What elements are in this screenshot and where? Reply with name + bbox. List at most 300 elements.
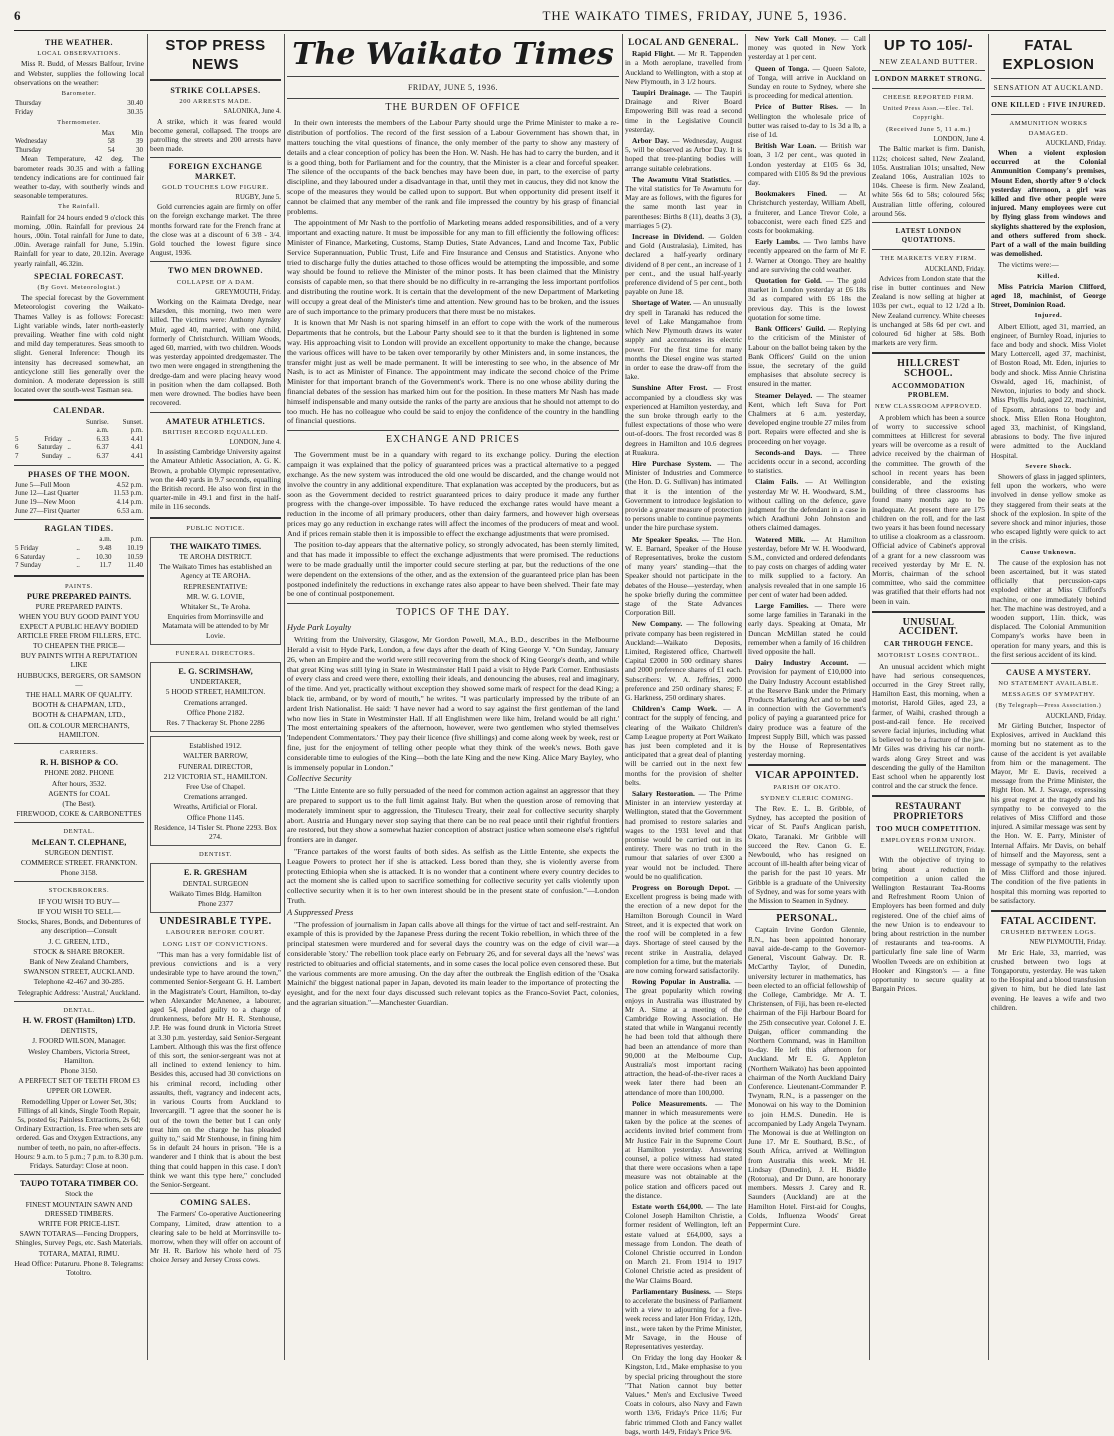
editorial-burden-of-office [287, 118, 619, 426]
brief-lead: Seconds-and Days. [755, 447, 823, 457]
moon-phase-cell: June 12—Last Quarter [15, 489, 79, 498]
butter-sub3: CHEESE REPORTED FIRM. [882, 94, 975, 102]
paints-line: BOOTH & CHAPMAN, LTD., [32, 700, 126, 710]
tides-header-cell: a.m. [99, 535, 112, 544]
stockbrokers-line: Stocks, Shares, Bonds, and Debentures of any description—Consult [17, 917, 141, 936]
funeral-barrow-line: FUNERAL DIRECTOR, [178, 761, 253, 771]
mystery-text: Mr Girling Butcher, Inspector of Explosives, arrived in Auckland this morning but no statement as to the cause of the accident is yet available from him or the management. The Mayor, Mr E. Davis, received a message from the Prime Minister, the Right Hon. M. J. Savage, expressing his great regret at the tragedy and his sympathy to be conveyed to the relatives of Miss Clifford and those injured. A similar message was sent by the Hon. W. E. Parry, Minister of Internal Affairs. Mr Davis, on behalf of himself and the Mayoress, sent a message of sympathy to the relatives of Miss Clifford and those injured. The condition of the five patients in hospital this morning was reported to be satisfactory. [991, 721, 1106, 905]
thermometer-cell: Wednesday [15, 137, 48, 146]
news-brief: Large Families. — There were some large families in Taranaki in the early days. Speaking at Omata, Mr Duncan McMillan stated he could remember when a family of 16 children lived opposite the hall. [748, 600, 866, 656]
funeral-scrimshaw-line: UNDERTAKER, [190, 677, 241, 687]
news-brief: Rapid Flight. — Mr R. Tappenden in a Moth aeroplane, travelled from Auckland to Wellington, with a stop at New Plymouth, in 3 1/2 hours. [625, 49, 743, 86]
coming-sales-text: The Farmers' Co-operative Auctioneering Company, Limited, draw attention to a clearing sale to be held at Morrinsville to-morrow, when they will offer on account of Mr H. R. Barlow his whole herd of 75 choice Jersey and Jersey Cross cows. [150, 1209, 281, 1265]
dental-line: SURGEON DENTIST. [44, 847, 114, 857]
forecast-heading: SPECIAL FORECAST. [34, 271, 124, 281]
tides-header-cell [71, 535, 81, 544]
rainfall-text: Rainfall for 24 hours ended 9 o'clock this morning, .00in. Rainfall for previous 24 hours, .00in. Total rainfall for June to date, .00in. Average rainfall for June, 5.19in. Rainfall for year to date, 20.12in. Average yearly rainfall, 46.32in. [14, 212, 144, 268]
news-brief [625, 1353, 742, 1436]
editorial-heading-exchange: EXCHANGE AND PRICES [385, 434, 520, 446]
brief-lead: Queen of Tonga. [755, 63, 810, 73]
stop-press-subhead: COLLAPSE OF A DAM. [176, 278, 255, 286]
restaurant-sub: TOO MUCH COMPETITION. [876, 824, 981, 833]
dental-advert [14, 838, 144, 878]
editorial-paragraph: In their own interests the members of the Labour Party should urge the Prime Minister to make a re-distribution of portfolios. The record of the first session of a Labour Government has shown that, in matters touching the vital questions of finance, the only member of the party to show any mastery of details and a clear conception of policy has been the Hon. W. Nash. He has had to carry the burden, and it is a good thing, both for Parliament and for the country, that the Minister is a clear and forceful speaker. The silence of the occupants of the back benches may have been due, in part, to the exercise of party discipline, and they laboured under a disadvantage in that, until they met in caucus, they did not know the scope of the measures they would be called upon to support. But when opportunity did present itself it cannot be claimed that any member of the rank and file impressed the country by his grasp of financial problems. [287, 118, 619, 216]
page-number: 6 [14, 8, 21, 23]
public-notice-advert [150, 537, 281, 645]
calendar-cell: 4.41 [130, 443, 143, 452]
latest-dateline: AUCKLAND, Friday. [924, 265, 985, 273]
funeral-barrow-line: Free Use of Chapel. [185, 782, 246, 791]
dental2-heading: DENTAL. [63, 1006, 95, 1014]
undesirable-type-heading: UNDESIRABLE TYPE. [159, 916, 272, 928]
school-text: A problem which has been a source of worry to successive school committees at Hillcrest for several years will be overcome as a result of advice received by the chairman of the committee. The growth of the school in recent years has been considerable, and the existing building of three classrooms has found many months ago to be inadequate. At present there are 175 children on the roll, and for the last two years it has been found necessary to utilise a cloakroom as a classroom. Official advice of Cabinet's approval of a grant for a new classroom was received yesterday by Mr E. N. Morris, chairman of the school committee, who said the committee was gratified that their efforts had not been in vain. [872, 412, 985, 606]
brief-lead: Large Families. [755, 600, 809, 610]
undesirable-sub: LABOURER BEFORE COURT. [165, 929, 266, 937]
stockbrokers-line: Bank of New Zealand Chambers, [29, 956, 129, 966]
column-rule [622, 34, 623, 1360]
column-rule [284, 34, 285, 1360]
brief-text: Three accidents occur in a second, according to statistics. [748, 447, 866, 476]
mystery-heading: CAUSE A MYSTERY. [1006, 667, 1091, 677]
brief-lead: Bank Officers' Guild. [755, 324, 826, 334]
thermometer-cell: 58 [107, 137, 115, 146]
editorial-paragraph: The position to-day appears that the alternative policy, so strongly advocated, has been sternly limited, and that has made it impossible to effect the exchange adjustments that were promised. The reductions were to be made gradually until the importer could secure sterling at par, but the reductions of the one were dependent on the extensions of the other, and as the extension of the guaranteed price plan has been postponed indefinitely the reductions in exchange rates also appear to have been shelved. Their fate may be one of continual postponement. [287, 540, 619, 599]
raglan-tides-table [14, 535, 144, 569]
brief-text: The vital statistics for Te Awamutu for May are as follows, with the figures for the same month last year in parentheses: Births 8 (11), deaths 3 (3), marriages 5 (2). [625, 184, 742, 230]
carriers-advert [14, 758, 144, 818]
funeral-barrow-line: 212 VICTORIA ST., HAMILTON. [163, 771, 268, 781]
brief-text: Excellent progress is being made with the erection of a new depot for the Hamilton Borough Council in Ward Street, and it is expected that work on the roof will be completed in a few days. Shortage of steel caused by the recent strike in Australia, delayed completion for a time, but the materials are now coming forward satisfactorily. [625, 892, 742, 975]
tides-header-cell [14, 535, 71, 544]
news-brief: Salary Restoration. — The Prime Minister in an interview yesterday at Wellington, stated that the Government had promised to restore salaries and wages to the 1931 level and that promise would be carried out in its entirety. There was no truth in the rumour that salaries of over £300 a year would not be included. There would be no qualification. [625, 789, 742, 881]
newspaper-title-line: THE WAIKATO TIMES, FRIDAY, JUNE 5, 1936. [542, 8, 848, 23]
paints-line: PURE PREPARED PAINTS. [26, 592, 132, 601]
divider [287, 603, 619, 604]
explosion-title: FATAL EXPLOSION [1002, 37, 1095, 73]
divider [150, 1193, 281, 1194]
column-stop-press [150, 34, 281, 1360]
divider [150, 261, 281, 262]
editorial-paragraph: It is known that Mr Nash is not sparing himself in an effort to cope with the work of the numerous Departments that he controls, but the Labour Party should see to it that the burden is lightened in some way. His approaching visit to London will provide an excellent opportunity to make the change, because the various offices will have to be taken over temporarily by other Ministers and, in some instances, the transfer might just as well be made permanent. It will be interesting to see who, in the absence of Mr Nash, is to act as Minister of Finance. The appointment may indicate the second choice of the Prime Minister for that important branch of the Government's work. There is no one whose ability during the financial debates of the session has marked him out for the position. In these matters Mr Nash has made himself indispensable and many outside the ranks of the party are anxious that he should not attempt to do too much. He has no colleague who could be said to enjoy the confidence of the country in the handling of financial questions. [287, 318, 619, 426]
explosion-sub2: ONE KILLED : FIVE INJURED. [991, 101, 1106, 110]
editorial-paragraph: The appointment of Mr Nash to the portfolio of Marketing means added responsibilities, and of a very important and exacting nature. It must be impossible for any man to fill efficiently the following offices: Minister of Finance, Marketing, Customs, Stamp Duties, State Advances, Land and Income Tax, Public Service Superannuation, Public Trust, Life and Fire Insurance and Census and Statistics. Anyone who tried to discharge fully the duties attached to those offices would be attempting the impossible, and some way should be found to relieve the Minister of the minor posts. It has been claimed that the Ministry consists of capable men, so that there should be no difficulty in re-arranging the less important portfolios and distributing the routine work. It is certain that the development of the new Department of Marketing will occupy a great deal of the Minister's time and attention. New ground has to be broken, and the issues are of such importance to the primary producers that there must be no mistakes. [287, 218, 619, 316]
tides-cell: 5 Friday [15, 544, 39, 553]
news-brief: Queen of Tonga. — Queen Salote, of Tonga, will arrive in Auckland on Sunday en route to Sydney, where she is proceeding for medical attention. [748, 63, 866, 101]
tides-row [14, 561, 144, 570]
column-briefs-real [748, 34, 866, 1360]
timber-line: WRITE FOR PRICE-LIST. [38, 1218, 120, 1228]
brief-text: At Wellington yesterday Mr W. H. Woodward, S.M., without calling on the defence, gave judgment for the defendant in a case in which Aradhuni John Johnston and others claimed damages. [748, 477, 866, 533]
calendar-cell: 6.37 [96, 452, 109, 461]
barometer-row [14, 108, 144, 117]
forecast-text: The special forecast by the Government Meteorologist covering the Waikato-Thames Valley is as follows: Forecast: Light variable winds, later north-easterly prevailing. Weather fine with cold night and mild day temperatures. Seas smooth to slight. General Inference: Though its intensity has decreased somewhat, an anticyclone still lies generally over the dominion. A moderate depression is still located over the south-west Tasman sea. [14, 293, 144, 395]
personal-text: Captain Irvine Gordon Glennie, R.N., has been appointed honorary naval aide-de-camp to the Governor-General, Viscount Galway. Dr. R. McCarthy Taylor, of Dunedin, university lecturer in mathematics, has been elected to an official fellowship of the College, Cambridge. Mr A. T. Christensen, of Fiji, has been re-elected chairman of the Fiji Harbour Board for the 25th consecutive year. Colonel J. E. Duigan, officer commanding the Northern Command, was in Hamilton to-day. He left this afternoon for Auckland. Mr E. G. Appleton (Northern Waikato) has been appointed chairman of the North Auckland Dairy Conference. Lieutenant-Commander P. Twynam, R.N., is a passenger on the Monowai on his way to the Dominion to join H.M.S. Dunedin. He is accompanied by Lady Angela Twynam. The Monowai is due at Wellington on June 17. Mr E. Southard, B.Sc., of South Africa, arrived at Wellington from Australia this week. Mr H. Lindsay (Dunedin), J. H. Biddle (Rotorua), and Dr Dunn, are honorary members. Messrs J. Carey and R. Saunders (Auckland) are at the Hamilton Hotel. First-aid for Coughs, Colds, Influenza Woods' Great Peppermint Cure. [748, 925, 866, 1229]
funeral-barrow-line: Residence, 14 Tisler St. Phone 2293. Box 274. [154, 822, 277, 842]
brief-lead: Increase in Dividend. [632, 232, 705, 242]
brief-text: The great popularity which rowing enjoys in Australia was illustrated by Mr A. Sime at a meeting of the Cambridge Rowing Association. He stated that while in Wanganui recently he had been told that although there had been an attendance of more than 90,000 at the Melbourne Cup, Australia's most important racing attraction, the head-of-the-river races a week later there had been an attendance of more than 100,000. [625, 986, 742, 1097]
news-brief: New York Call Money. — Call money was quoted in New York yesterday at 1 per cent. [748, 34, 866, 62]
moon-phase-cell: June 5—Full Moon [15, 480, 70, 489]
public-notice-heading: PUBLIC NOTICE. [186, 524, 245, 532]
moon-phase-cell: 11.53 p.m. [113, 489, 143, 498]
brief-text: At Christchurch yesterday, William Abell, a fruiterer, and Lance Trevor Cole, a tobacconist, were each fined £25 and costs for bookmaking. [748, 189, 866, 236]
mean-temperature-text: Mean Temperature, 42 deg. The barometer reads 30.35 and with a falling tendency indications are for continued fair weather to-day, with southerly winds and seasonable temperatures. [14, 154, 144, 201]
explosion-sub1: SENSATION AT AUCKLAND. [993, 83, 1104, 92]
column-rule [869, 34, 870, 1360]
notice-line: MR. W. G. LOVIE, [186, 591, 245, 601]
funeral-scrimshaw-line: Res. 7 Thackeray St. Phone 2286 [166, 717, 265, 727]
stop-press-headline: AMATEUR ATHLETICS. [165, 416, 266, 426]
brief-lead: Sunshine After Frost. [632, 383, 708, 393]
barometer-cell: Friday [15, 107, 34, 116]
unusual-text: An unusual accident which might have had serious consequences, occurred in the Grey Street rally, Hamilton East, this morning, when a motorist, Harold Giles, aged 23, a farmer, of Waihi, crashed through a post-and-rail fence. He received severe facial injuries, including what is believed to be a fracture of the jaw. Mr Giles was driving his car north-wards along Grey Street and was descending the gully of the Hamilton East school when he apparently lost control and the car struck the fence. [872, 661, 985, 791]
mystery-sub: NO STATEMENT AVAILABLE. [998, 680, 1099, 688]
dentists-line: J. FOORD WILSON, Manager. [32, 1036, 126, 1046]
news-brief: Dairy Industry Account. — Provision for payment of £10,000 into the Dairy Industry Account established at the Reserve Bank under the Primary Products Marketing Act and to be used in connection with the Government's policy of paying a guaranteed price for dairy produce was a feature of the Imprest Supply Bill, which was passed by the House of Representatives yesterday morning. [748, 658, 866, 760]
notice-line: Enquiries from Morrinsville and Matamata will be attended to by Mr Lovie. [162, 612, 269, 640]
news-brief: Arbor Day. — Wednesday, August 5, will be observed as Arbor Day. It is hoped that tree-planting bodies will arrange suitable celebrations. [625, 136, 742, 173]
brief-text: On Friday the long day Hooker & Kingston, Ltd., Make emphasise to you by special pricing throughout the store "That Nation cannot buy better Values." Men's and Exclusive Tweed Coats in colours, also Navy and Fawn worth 13/6, Friday's Price 11/6; Fur fabric trimmed Cloth and Fancy wallet bags, worth 14/9, Friday's Price 9/6. [625, 1353, 742, 1436]
column-rule [147, 34, 148, 1360]
restaurant-dateline: WELLINGTON, Friday. [917, 847, 985, 855]
calendar-cell: .. [67, 452, 71, 461]
calendar-row [14, 443, 144, 452]
news-brief: Claim Fails. — At Wellington yesterday Mr W. H. Woodward, S.M., without calling on the defence, gave judgment for the defendant in a case in which Aradhuni John Johnston and others claimed damages. [748, 477, 866, 533]
vicar-heading: VICAR APPOINTED. [754, 770, 860, 782]
dentist-line: DENTAL SURGEON [182, 878, 249, 888]
brief-lead: Estate worth £64,000. [632, 1201, 703, 1211]
paints-line: PURE PREPARED PAINTS. [35, 602, 123, 612]
moon-phases-heading: PHASES OF THE MOON. [28, 469, 130, 479]
calendar-heading: CALENDAR. [53, 406, 105, 416]
moon-phase-row [14, 507, 144, 516]
divider [14, 465, 144, 466]
news-brief: Estate worth £64,000. — The late Colonel Joseph Hamilton Christie, a former resident of Wellington, left an estate valued at £64,000, says a message from London. The death of Colonel Christie occurred in London on March 21. From 1914 to 1917 Colonel Christie acted as president of the War Claims Board. [625, 1201, 742, 1285]
explosion-dateline: AUCKLAND, Friday. [1045, 139, 1106, 147]
topic-hyde-park: Hyde Park Loyalty [287, 622, 352, 633]
tides-cell: .. [76, 552, 80, 561]
news-brief: Rowing Popular in Australia. — The great popularity which rowing enjoys in Australia was illustrated by Mr A. Sime at a meeting of the Cambridge Rowing Association. He stated that while in Wanganui recently he had been told that although there had been an attendance of more than 90,000 at the Melbourne Cup, Australia's most important racing attraction, the head-of-the-river races a week later there had been an attendance of more than 100,000. [625, 977, 742, 1097]
moon-phase-cell: 4.52 p.m. [116, 480, 143, 489]
brief-text: The Hon. W. E. Barnard, Speaker of the House of Representatives, broke the custom of many years' standing—that the Speaker should not participate in the debates of the House—yesterday, when he spoke briefly during the committee stage of the State Advances Corporation Bill. [625, 534, 742, 618]
brief-lead: The Awamutu Vital Statistics. [632, 174, 731, 184]
news-brief: Quotation for Gold. — The gold market in London yesterday at £6 18s 3d as compared with £6 18s the previous day. This is the lowest quotation for some time. [748, 276, 867, 322]
notice-line: THE WAIKATO TIMES. [169, 541, 262, 551]
cause-heading: Cause Unknown. [1020, 548, 1077, 556]
local-general-items [625, 49, 742, 1436]
tides-row [14, 553, 144, 562]
cause-text: The cause of the explosion has not been ascertained, but it was stated officially that percussion-caps exploded either at Miss Clifford's machine, or one immediately behind her. The machine was destroyed, and a wooden support, 11in. thick, was displaced. The Colonial Ammunition Company's works have been in operation for many years, and this is the first serious accident of its kind. [991, 557, 1106, 659]
brief-text: Provision for payment of £10,000 into the Dairy Industry Account established at the Reserve Bank under the Primary Products Marketing Act and to be used in connection with the Government's policy of paying a guaranteed price for dairy produce was a feature of the Imprest Supply Bill, which was passed by the House of Representatives yesterday morning. [748, 667, 866, 760]
shock-text: Showers of glass in jagged splinters, fell upon the workers, who were involved in dense yellow smoke as they staggered from their seats at the shock of the explosion. In spite of the severe shock and minor injuries, those who escaped lightly were quick to act in the crisis. [991, 471, 1106, 546]
brief-lead: Arbor Day. [632, 136, 669, 146]
calendar-cell: .. [67, 434, 71, 443]
calendar-cell: 5 [15, 434, 19, 443]
dentists-line: Remodelling Upper or Lower Set, 30s; Fillings of all kinds, Single Tooth Repair, 5s, posted 6s; Painless Extractions, 2s 6d; Ordinary Extraction, 1s. Free when sets are ordered. Gas and Oxygen Extractions, any number of teeth, no pain, no after-effects. Hours: 9 a.m. to 5 p.m.; 7 p.m. to 8.30 p.m. Fridays. Saturday: Close at noon. [14, 1096, 144, 1170]
personal-heading: PERSONAL. [776, 913, 838, 925]
rainfall-heading: The Rainfall. [57, 203, 101, 211]
paints-line: TO CHEAPEN THE PRICE— [33, 641, 125, 651]
brief-lead: Early Lambs. [755, 237, 800, 247]
moon-phases-table [14, 481, 144, 515]
brief-text: British war loan, 3 1/2 per cent., was quoted in London yesterday at £105 6s 3d, compared with £105 8s 9d the previous day. [748, 141, 866, 188]
paints-line: OIL & COLOUR MERCHANTS, HAMILTON. [28, 720, 130, 739]
barometer-heading: Barometer. [61, 90, 97, 98]
divider [748, 909, 866, 910]
divider [14, 519, 144, 520]
dental-line: COMMERCE STREET. FRANKTON. [20, 858, 138, 868]
divider [287, 76, 619, 77]
divider [14, 399, 144, 401]
vicar-sub: PARISH OF OKATO. [773, 783, 841, 791]
paints-line: BOOTH & CHAPMAN, LTD., [32, 710, 126, 720]
dental-line: Phone 3158. [60, 868, 98, 878]
paints-line: BUY PAINTS WITH A REPUTATION LIKE [20, 651, 138, 670]
calendar-header-cell: Sunset. [122, 417, 143, 426]
fatal-heading: FATAL ACCIDENT. [1000, 916, 1097, 928]
editorial-date: FRIDAY, JUNE 5, 1936. [407, 83, 499, 92]
tides-cell: .. [76, 561, 80, 570]
brief-lead: Claim Fails. [755, 477, 799, 487]
funeral-barrow-line: Office Phone 1145. [186, 812, 245, 822]
unusual-sub: CAR THROUGH FENCE. [883, 640, 974, 649]
thermometer-cell: Min [131, 128, 143, 137]
brief-text: At Hamilton yesterday, before Mr W. H. Woodward, S.M., convicted and ordered defendants to pay costs on charges of adding water to milk supplied to a factory. An analysis revealed that in one sample 16 per cent of water had been added. [748, 534, 866, 599]
stop-press-dateline: RUGBY, June 5. [235, 194, 281, 202]
brief-text: Queen Salote, of Tonga, will arrive in Auckland on Sunday en route to Sydney, where she is proceeding for medical attention. [748, 63, 866, 101]
latest-heading: LATEST LONDON QUOTATIONS. [895, 227, 962, 245]
divider [14, 743, 144, 744]
timber-line: Head Office: Putaruru. Phone 8. Telegrams: Totoltro. [14, 1258, 144, 1277]
unusual-sub2: MOTORIST LOSES CONTROL. [877, 652, 980, 660]
stockbrokers-line: SWANSON STREET, AUCKLAND. [23, 967, 135, 977]
paints-advert [14, 592, 144, 739]
stop-press-dateline: LONDON, June 4. [229, 438, 281, 446]
brief-text: Mr R. Tappenden in a Moth aeroplane, travelled from Auckland to Wellington, with a stop at New Plymouth, in 3 1/2 hours. [625, 49, 743, 86]
injured-text: Albert Elliott, aged 31, married, an engineer, of Burnley Road, injuries to face and body and shock. Miss Violet Mary Lottercell, aged 37, machinist, of Boston Road, Mt. Eden, injuries to body and shock. Miss Annie Christina Oswald, aged 16, machinist, of Newton, injuries to body and shock. Miss Phyllis Judd, aged 22, machinist, of Epsom, abrasions to body and shock. Miss Ellen Rona Houghton, aged 33, machinist, of Kingsland, abrasions to body. The five injured were admitted to the Auckland Hospital. [991, 321, 1106, 460]
thermometer-row [14, 129, 144, 138]
thermometer-heading: Thermometer. [57, 119, 101, 127]
brief-lead: Steamer Delayed. [755, 390, 813, 400]
dentist-heading: DENTIST. [198, 851, 233, 859]
funeral-barrow-line: Wreaths, Artificial or Floral. [173, 802, 258, 812]
thermometer-cell: 39 [136, 137, 143, 146]
news-brief: New Company. — The following private company has been registered in Auckland:—Waikato Deposits, Limited, Registered office, Chartwell Capital £2000 in 500 ordinary shares and 2000 preference shares of £1 each. Subscribers: W. A. Jeffries, 2000 preference and 250 ordinary shares; F. G. Harkness, 250 ordinary shares. [625, 619, 743, 703]
tides-cell: 10.59 [127, 552, 143, 561]
brief-text: Golden and Gold (Australasia), Limited, has declared a half-yearly ordinary dividend of 8 per cent., an increase of 1 per cent., and the usual half-yearly preference dividend of 5 per cent., both payable on June 18. [625, 232, 742, 297]
brief-text: The late Colonel Joseph Hamilton Christie, a former resident of Wellington, left an estate valued at £64,000, says a message from London. The death of Colonel Christie occurred in London on March 21. From 1914 to 1917 Colonel Christie acted as president of the War Claims Board. [625, 1201, 742, 1285]
news-brief: Police Measurements. — The manner in which measurements were taken by the police at the scenes of accidents invited brief comment from Mr Justice Fair in the Supreme Court at Hamilton yesterday. Answering counsel, a police witness had stated that there were occasions when a tape measure was not obtainable at the police station and officers paced out the distance. [625, 1098, 742, 1200]
brief-lead: Rapid Flight. [632, 49, 675, 59]
editorial-paragraph: The Government must be in a quandary with regard to its exchange policy. During the election campaign it was explained that the policy of guaranteed prices was a practical alternative to a pegged exchange. As the new system was introduced the old one would be discarded, and the change would not involve the country in any additional expenditure. That explanation was accepted by the producers, but as soon as the Government decided to restrict guaranteed prices to dairy produce it made any further progress with the change-over impossible. To have reduced the exchange rates would have meant a reduction in the income of all primary producers, other than dairy farmers, and however high overseas prices may go any reduction in exchange rates will affect the incomes of the producers of meat and wool. And if prices remain stable then it is impossible to effect the exchange adjustments that were promised. [287, 450, 619, 538]
brief-text: In Wellington the wholesale price of butter was raised to-day to 1s 3d a lb, a rise of 1d. [748, 102, 866, 140]
butter-text: The Baltic market is firm. Danish, 112s; choicest salted, New Zealand, 105s. Australian 101s; unsalted, New Zealand 106s, Australian 102s to 104s. Cheese is firm. New Zealand, white 56s 6d to 58s; coloured 56s; Australian little offering, coloured around 56s. [872, 144, 985, 218]
received-line: (Received June 5, 11 a.m.) [886, 126, 971, 134]
topic-collective-security-text: "The Little Entente are so fully persuaded of the need for common action against an aggressor that they are prepared to support us to the full limit against Italy. But when the question arose of removing that moderately imminent spur to aggression, the Titulescu Treaty, their zeal for collective security sharply abort. Austria and Hungary never stop saying that there can be no real peace until their rightful frontiers are restored, but they show a somewhat hazier conception of abstract justice when someone else's rightful frontiers are in danger. [287, 786, 619, 845]
topic-collective-security: Collective Security [287, 773, 352, 784]
funeral-barrow-line: Cremations arranged. [183, 792, 248, 802]
dentists-advert [14, 1016, 144, 1170]
stockbrokers-heading: STOCKBROKERS. [48, 887, 110, 895]
notice-line: REPRESENTATIVE: [183, 581, 248, 591]
column-rule [988, 34, 989, 1360]
news-brief: Parliamentary Business. — Steps to accelerate the business of Parliament with a view to adjourning for a five-week recess and later Hon Friday, 12th, inst., were taken by the Prime Minister, Mr Savage, in the House of Representatives yesterday. [625, 1286, 743, 1352]
calendar-header-row [14, 418, 144, 427]
calendar-cell: 6.37 [96, 443, 109, 452]
news-brief: Children's Camp Work. — A contract for the supply of fencing, and clearing of the Waikato Children's Camp League property at Port Waikato has just been completed and it is anticipated that a great deal of planting will be carried out in the next few months for the provision of shelter belts. [625, 704, 742, 787]
carriers-line: FIREWOOD, COKE & CARBONETTES [16, 809, 142, 819]
tides-cell: .. [76, 544, 80, 553]
moon-phase-cell: 4.14 p.m. [116, 498, 143, 507]
brief-lead: Quotation for Gold. [755, 276, 822, 286]
explosion-sub3: AMMUNITION WORKS DAMAGED. [1009, 120, 1088, 137]
brief-items [748, 34, 866, 759]
brief-text: Steps to accelerate the business of Parliament with a view to adjourning for a five-week recess and later Hon Friday, 12th, inst., were taken by the Prime Minister, Mr Savage, in the House of Representatives yesterday. [625, 1286, 743, 1352]
local-observations-heading: LOCAL OBSERVATIONS. [37, 50, 121, 58]
latest-text: Advices from London state that the rise in butter continues and New Zealand is now selling at higher at 103s per cwt., equal to 12 1/2d a lb. New Zealand currency. White cheeses is unchanged at 58s 6d per cwt. and coloured 6d higher at 58s. Both markets are very firm. [872, 273, 985, 348]
calendar-header-cell: p.m. [130, 426, 143, 435]
brief-lead: Hire Purchase System. [632, 458, 712, 468]
brief-text: An unusually dry spell in Taranaki has reduced the level of Lake Mangamahoe from which New Plymouth draws its water supply and accentuates its electric power. For the first time for many months the Diesel engine was started in order to ease the draw-off from the lake. [625, 298, 742, 382]
timber-line: Stock the [65, 1189, 93, 1199]
column-explosion [991, 34, 1106, 1360]
editorial-heading-burden: THE BURDEN OF OFFICE [385, 102, 521, 114]
calendar-row [14, 452, 144, 461]
brief-lead: Watered Milk. [755, 534, 806, 544]
killed-heading: Killed. [1037, 272, 1060, 280]
victims-intro: The victims were:— [998, 260, 1059, 270]
fatal-dateline: NEW PLYMOUTH, Friday. [1029, 939, 1106, 947]
news-brief: Mr Speaker Speaks. — The Hon. W. E. Barnard, Speaker of the House of Representatives, broke the custom of many years' standing—that the Speaker should not participate in the debates of the House—yesterday, when he spoke briefly during the committee stage of the State Advances Corporation Bill. [625, 534, 742, 618]
brief-text: The steamer Kent, which left Suva for Port Chalmers at 6 a.m. yesterday, developed engine trouble 27 miles from port. Repairs were effected and she is proceeding on her voyage. [748, 390, 867, 446]
calendar-cell: 7 [15, 452, 19, 461]
divider [872, 352, 985, 354]
stockbrokers-line: J. C. GREEN, LTD., [48, 936, 110, 946]
divider [991, 663, 1106, 664]
stop-press-text: Gold currencies again are firmly on offer on the foreign exchange market. The three months forward rate for the French franc at the close was at a discount of 6 3/8 - 3/4. Gold touched the lowest figure since August, 1936. [150, 202, 281, 258]
divider [991, 114, 1106, 115]
divider [872, 70, 985, 71]
vicar-text: The Rev. E. L. B. Gribble, of Sydney, has accepted the position of vicar of St. Paul's Anglican parish, Okato, Taranaki. Mr Gribble will succeed the Rev. Canon G. E. Newbould, who has resigned on account of ill-health after being vicar of the parish for the past 10 years. Mr Gribble is a graduate of the University of Sydney, and was for some years with the Mission to Seamen in Sydney. [748, 804, 866, 906]
topic-collective-security-text-2: "France partakes of the worst faults of both sides. As selfish as the Little Entente, she expects the League Powers to protect her if she is attacked. Less bored than they, she is violently averse from protecting Ethiopia when she is attacked. It is no wonder that a continent where every country decides to act the moment she is called upon to sacrifice something for collective security yet calls violently upon collective security when it is to her own interest should be in the present state of confusion."—London Truth. [287, 847, 619, 905]
timber-line: TAUPO TOTARA TIMBER CO. [20, 1179, 138, 1189]
brief-lead: New Company. [632, 619, 683, 629]
news-brief: Hire Purchase System. — The Minister of Industries and Commerce (the Hon. D. G. Sullivan) has intimated that it is the intention of the Government to introduce legislation to provide a greater measure of protection to persons unable to continue payments under the hire purchase system. [625, 458, 742, 533]
butter-dateline: LONDON, June 4. [933, 136, 985, 144]
restaurant-heading: RESTAURANT PROPRIETORS [893, 801, 964, 821]
news-brief: Watered Milk. — At Hamilton yesterday, before Mr W. H. Woodward, S.M., convicted and ordered defendants to pay costs on charges of adding water to milk supplied to a factory. An analysis revealed that in one sample 16 per cent of water had been added. [748, 534, 866, 599]
timber-line: SAWN TOTARAS—Fencing Droppers, Shingles, Survey Pegs, etc. Sash Materials. [15, 1229, 143, 1248]
divider [991, 78, 1106, 79]
column-butter [872, 34, 985, 1360]
tides-cell: 10.30 [95, 552, 112, 561]
news-brief: Price of Butter Rises. — In Wellington the wholesale price of butter was raised to-day to 1s 3d a lb, a rise of 1d. [748, 102, 866, 140]
calendar-cell: 4.41 [130, 434, 143, 443]
stop-press-text: In assisting Cambridge University against the Amateur Athletic Association, A. G. K. Brown, a probable Olympic representative, won the 440 yards in 9.7 seconds, equalling the British record. He also won first in the quarter-mile in 49.1 and first in the half-mile in 116 seconds. [150, 447, 281, 512]
brief-text: Two lambs have recently appeared on the farm of Mr F. J. Warner at Otongo. They are healthy and are surviving the cold weather. [748, 237, 866, 274]
moon-phase-cell: June 19—New Moon [15, 498, 76, 507]
stop-press-dateline: GREYMOUTH, Friday. [215, 288, 281, 296]
dentists-line: A PERFECT SET OF TEETH FROM £3 [18, 1076, 140, 1086]
news-brief: British War Loan. — British war loan, 3 1/2 per cent., was quoted in London yesterday at £105 6s 3d, compared with £105 8s 9d the previous day. [748, 141, 866, 188]
paints-heading: PAINTS. [65, 582, 93, 590]
stop-press-headline: TWO MEN DROWNED. [168, 266, 263, 276]
brief-lead: Police Measurements. [632, 1098, 708, 1108]
dentist-line: Phone 2377 [197, 899, 234, 909]
funeral-barrow-line: Established 1912. [189, 741, 242, 751]
fatal-text: Mr Eric Hale, 33, married, was crushed between two logs at Tongaporutu, yesterday. He was taken to the Hospital and a blood transfusion given to him, but he died late last evening. He leaves a wife and two children. [991, 947, 1106, 1012]
undesirable-text: "This man has a very formidable list of previous convictions and is a very undesirable type to have around the town," commented Senior-Sergeant G. H. Lambert in the Magistrate's Court, Hamilton, to-day when Alexander McAnenee, a labourer, aged 54, pleaded guilty to a charge of drunkenness, before Mr H. R. Stenhouse, J.P. He was found drunk in Victoria Street at 3.30 p.m. yesterday, said Senior-Sergeant Lambert. Although this was the first offence of this sort, the senior-sergeant was not at all inclined to extend leniency to him. Besides this, accused had 30 convictions on his criminal record, including other assaults, theft, vagrancy and indecent acts, in various Courts from Auckland to Invercargill. "I agree that the sooner he is out of the town the better but I can only treat him on the charge he has pleaded guilty to," said Mr Stenhouse, in fining him 5s in default 24 hours in prison. "He is a wanderer and I think that is about the best thing that could happen in this case. I don't think we want this type here," concluded the Senior-Sergeant. [150, 949, 281, 1189]
forecast-byline: (By Govt. Meteorologist.) [37, 284, 121, 292]
calendar-cell: 6 [15, 443, 19, 452]
tides-cell: 6 Saturday [15, 552, 46, 561]
topic-suppressed-press: A Suppressed Press [287, 906, 354, 917]
divider [150, 412, 281, 413]
weather-heading: THE WEATHER. [45, 38, 113, 47]
editorial-exchange-and-prices [287, 450, 619, 599]
news-brief: Taupiri Drainage. — The Taupiri Drainage and River Board Empowering Bill was read a second time in the Legislative Council yesterday. [625, 88, 742, 134]
carriers-line: AGENTS for COAL [48, 788, 110, 798]
copyright-line: United Press Assn.—Elec. Tel. Copyright. [882, 105, 975, 121]
funeral-scrimshaw-line: Office Phone 2182. [186, 707, 245, 717]
brief-lead: New York Call Money. [755, 34, 837, 43]
butter-sub1: NEW ZEALAND BUTTER. [879, 57, 978, 66]
brief-lead: Shortage of Water. [632, 298, 692, 308]
brief-lead: British War Loan. [755, 141, 817, 151]
explosion-lead-text: When a violent explosion occurred at the Colonial Ammunition Company's premises, Mount Eden, shortly after 9 o'clock yesterday afternoon, a girl was killed and five other people were injured. Many employees were cut by flying glass from windows and skylights shattered by the explosion, and others suffered from shock. Part of a wall of the main building was demolished. [991, 148, 1106, 259]
tides-header-cell: p.m. [130, 535, 143, 544]
tides-cell: 7 Sunday [15, 561, 42, 570]
carriers-line: PHONE 2082. PHONE [44, 768, 114, 778]
timber-line: TOTARA, MATAI, RIMU. [38, 1248, 120, 1258]
topic-suppressed-press-text: "The profession of journalism in Japan calls above all things for the virtue of tact and self-restraint. An example of this is provided by the Japanese Press during the recent Tokio rebellion, in which three of the principal statesmen were murdered and for several days the country was on the edge of civil war—a considerable 'story.' The rebellion took place early on February 26, and for several days all the 'news' was restricted to obituaries and official statements, and in some cases the local police even censored these. But the various comments are more amusing. On the day after the outbreak the English edition of the 'Osaka Mainichi' the biggest national paper in Japan, devoted its main leader to the importance of protecting the eyesight, and for the next four days discussed such relevant topics as the Franco-Soviet Pact, colonies, and the agrarian situation."—Manchester Guardian. [287, 919, 619, 1007]
calendar-cell: 4.41 [130, 452, 143, 461]
mystery-byline: (By Telegraph—Press Association.) [995, 702, 1102, 709]
moon-phase-row [14, 481, 144, 490]
barometer-cell: 30.35 [127, 107, 143, 116]
brief-text: The gold market in London yesterday at £6 18s 3d as compared with £6 18s the previous day. This is the lowest quotation for some time. [748, 276, 867, 322]
funeral-scrimshaw-line: 5 HOOD STREET, HAMILTON. [165, 687, 266, 697]
paints-line: THE HALL MARK OF QUALITY. [25, 690, 133, 700]
brief-lead: Progress on Borough Depot. [632, 883, 730, 893]
stop-press-headline: FOREIGN EXCHANGE MARKET. [168, 162, 263, 181]
calendar-header-cell [63, 418, 71, 427]
dentist-line: Waikato Times Bldg. Hamilton [169, 888, 262, 898]
dentists-line: Wesley Chambers, Victoria Street, Hamilton. [28, 1046, 130, 1065]
injured-heading: Injured. [1034, 312, 1063, 320]
divider [150, 157, 281, 158]
brief-lead: Salary Restoration. [632, 789, 695, 799]
funeral-advert-barrow [150, 736, 281, 846]
dental-heading: DENTAL. [63, 828, 95, 836]
brief-lead: Price of Butter Rises. [755, 102, 838, 112]
butter-sub2: LONDON MARKET STRONG. [874, 75, 983, 84]
dentists-line: UPPER OR LOWER. [46, 1086, 112, 1096]
divider [14, 1001, 144, 1002]
news-brief: Early Lambs. — Two lambs have recently appeared on the farm of Mr F. J. Warner at Otongo. They are healthy and are surviving the cold weather. [748, 237, 866, 274]
carriers-line: After hours, 3532. [51, 778, 107, 788]
news-brief: Shortage of Water. — An unusually dry spell in Taranaki has reduced the level of Lake Mangamahoe from which New Plymouth draws its water supply and accentuates its electric power. For the first time for many months the Diesel engine was started in order to ease the draw-off from the lake. [625, 298, 742, 382]
mystery-sub2: MESSAGES OF SYMPATHY. [1001, 691, 1096, 699]
thermometer-table [14, 129, 144, 155]
page-header [14, 4, 1106, 31]
divider [748, 764, 866, 766]
divider [150, 79, 281, 81]
news-brief: Steamer Delayed. — The steamer Kent, which left Suva for Port Chalmers at 6 a.m. yesterday, developed engine trouble 27 miles from port. Repairs were effected and she is proceeding on her voyage. [748, 390, 867, 446]
brief-text: The Taupiri Drainage and River Board Empowering Bill was read a second time in the Legislative Council yesterday. [625, 88, 742, 134]
carriers-line: (The Best). [62, 799, 96, 809]
funeral-scrimshaw-line: E. G. SCRIMSHAW, [178, 666, 253, 676]
